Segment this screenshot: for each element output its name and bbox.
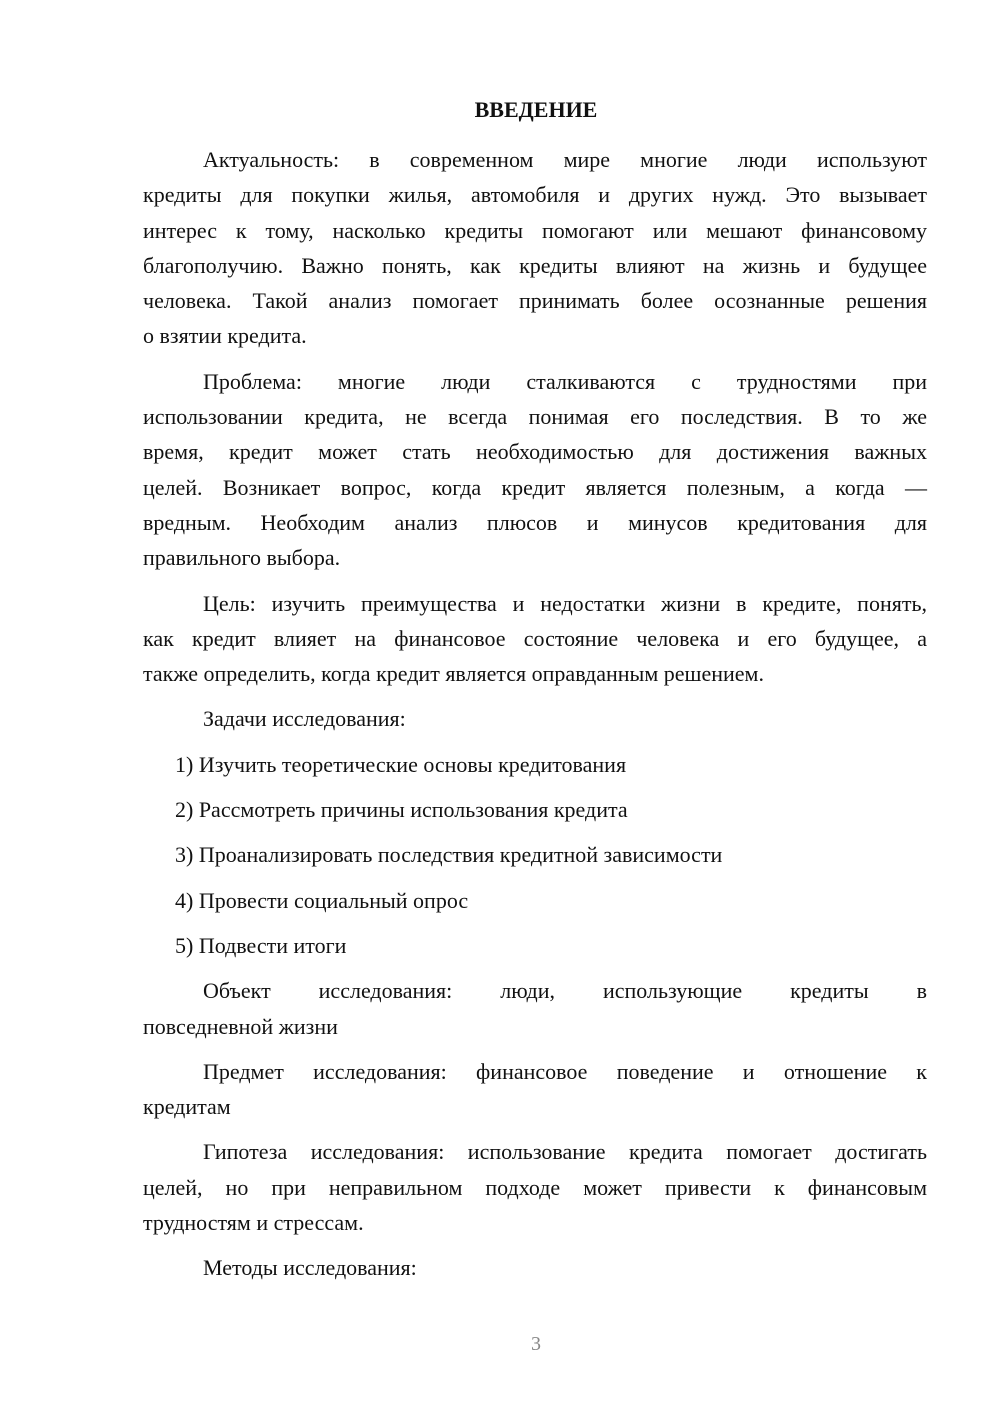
paragraph — [143, 142, 927, 354]
text-line: трудностям и стрессам. — [143, 1210, 364, 1236]
text-line: как кредит влияет на финансовое состояние человека и его будущее, а — [143, 625, 927, 651]
text-line: Задачи исследования: — [203, 706, 406, 732]
text-line: о взятии кредита. — [143, 323, 307, 349]
list-item — [143, 837, 927, 872]
text-line: повседневной жизни — [143, 1013, 338, 1039]
text-line: Объект исследования: люди, использующие кредиты в — [203, 978, 927, 1004]
text-line: использовании кредита, не всегда понимая его последствия. В то же — [143, 404, 927, 430]
paragraph — [143, 1134, 927, 1240]
text-line: вредным. Необходим анализ плюсов и минусов кредитования для — [143, 509, 927, 535]
text-line: человека. Такой анализ помогает принимать более осознанные решения — [143, 288, 927, 314]
text-line: целей. Возникает вопрос, когда кредит является полезным, а когда — — [143, 474, 927, 500]
paragraph — [143, 1054, 927, 1125]
paragraph — [143, 973, 927, 1044]
text-line: благополучию. Важно понять, как кредиты влияют на жизнь и будущее — [143, 252, 927, 278]
text-line: кредиты для покупки жилья, автомобиля и других нужд. Это вызывает — [143, 182, 927, 208]
list-item — [143, 747, 927, 782]
text-line: также определить, когда кредит является оправданным решением. — [143, 661, 764, 687]
text-line: Предмет исследования: финансовое поведение и отношение к — [203, 1058, 927, 1084]
text-line: 3) Проанализировать последствия кредитной зависимости — [175, 842, 723, 868]
text-line: Методы исследования: — [203, 1255, 417, 1281]
list-item — [143, 792, 927, 827]
paragraph — [143, 586, 927, 692]
text-line: время, кредит может стать необходимостью для достижения важных — [143, 439, 927, 465]
page-number: 3 — [531, 1333, 541, 1355]
list-item — [143, 928, 927, 963]
list-item — [143, 883, 927, 918]
text-line: целей, но при неправильном подходе может привести к финансовым — [143, 1174, 927, 1200]
paragraph — [143, 1250, 927, 1285]
text-line: правильного выбора. — [143, 545, 341, 571]
text-line: 1) Изучить теоретические основы кредитования — [175, 751, 627, 777]
text-line: 5) Подвести итоги — [175, 932, 347, 958]
section-title: ВВЕДЕНИЕ — [474, 97, 598, 122]
text-line: Гипотеза исследования: использование кредита помогает достигать — [203, 1139, 927, 1165]
text-line: Цель: изучить преимущества и недостатки жизни в кредите, понять, — [203, 590, 927, 616]
text-line: 4) Провести социальный опрос — [175, 887, 469, 913]
paragraph — [143, 701, 927, 736]
text-line: Проблема: многие люди сталкиваются с трудностями при — [203, 368, 927, 394]
text-line: кредитам — [143, 1094, 231, 1120]
text-line: 2) Рассмотреть причины использования кредита — [175, 797, 628, 823]
paragraph — [143, 364, 927, 576]
text-line: Актуальность: в современном мире многие люди используют — [203, 147, 927, 172]
document-body — [143, 142, 927, 1296]
text-line: интерес к тому, насколько кредиты помогают или мешают финансовому — [143, 217, 927, 243]
